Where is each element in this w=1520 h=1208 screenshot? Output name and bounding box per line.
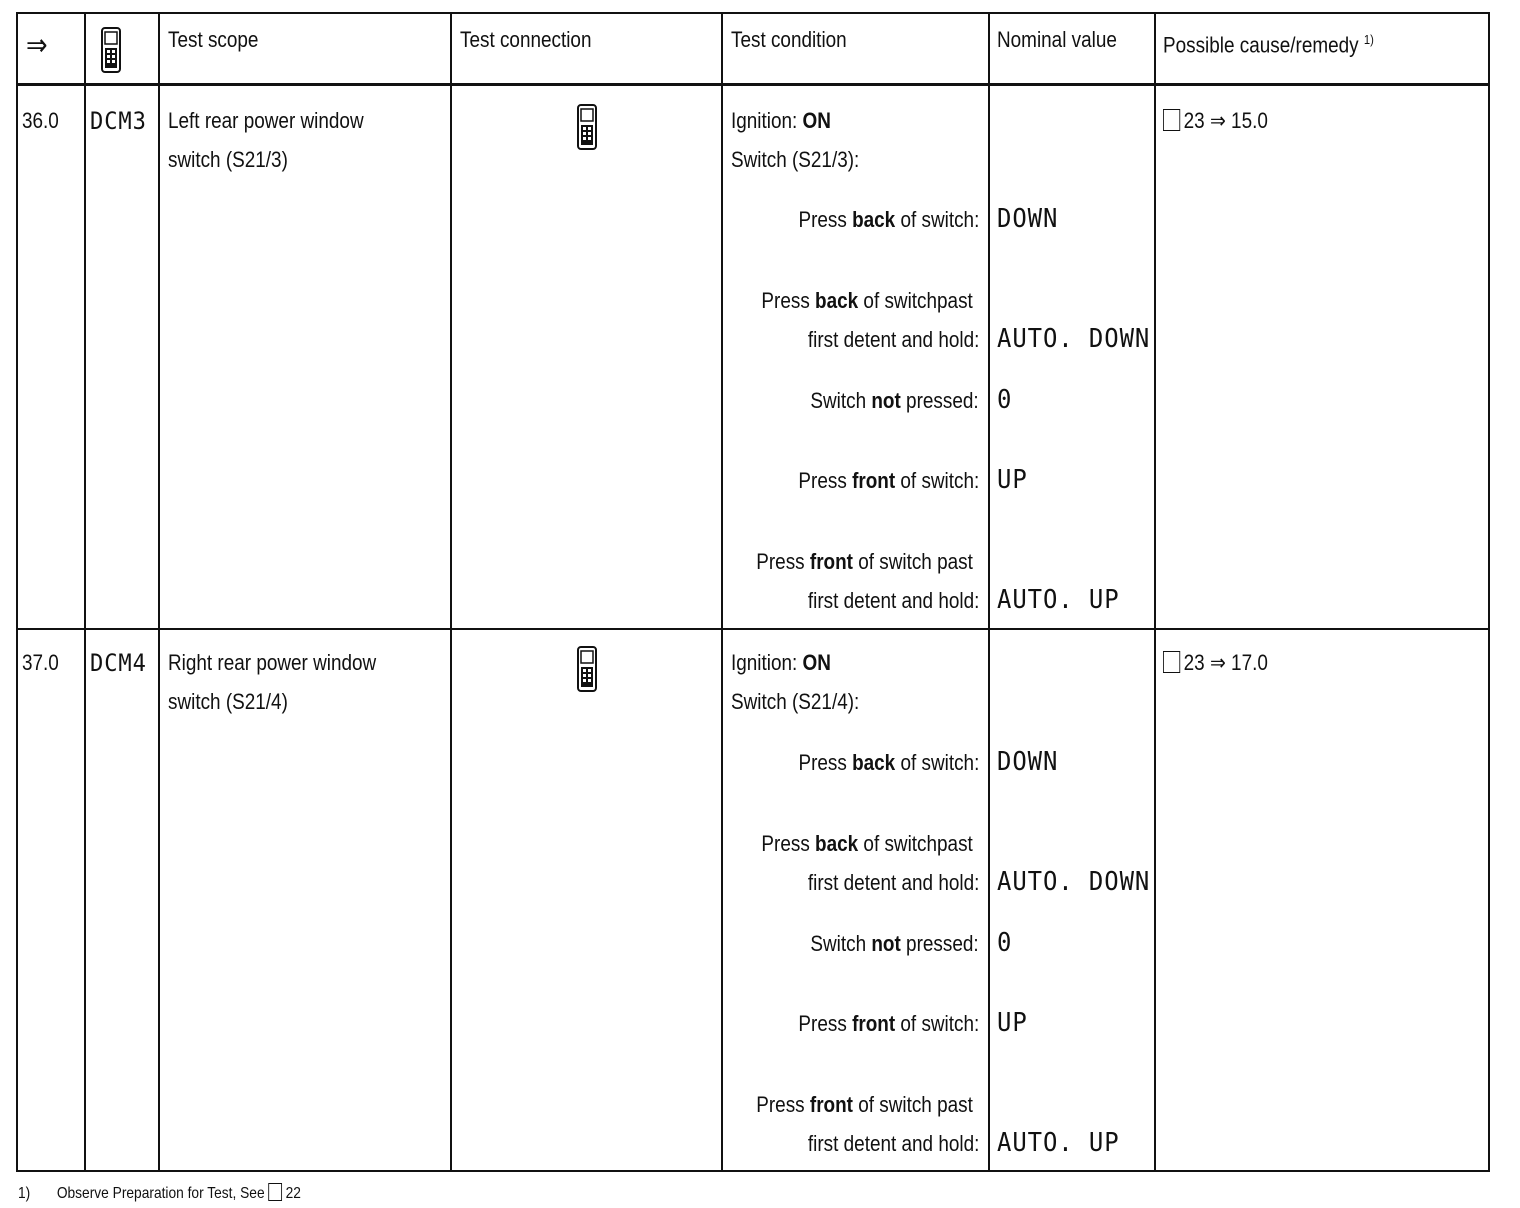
table-bottom-border bbox=[16, 1170, 1490, 1172]
ignition-condition bbox=[731, 109, 831, 133]
condition-detent-hold: first detent and hold: bbox=[807, 870, 979, 895]
book-reference-icon bbox=[1163, 109, 1180, 131]
tester-device-icon bbox=[100, 26, 122, 74]
header-test-connection: Test connection bbox=[460, 27, 592, 52]
step-number: 37.0 bbox=[22, 650, 59, 675]
nominal-value-display: DOWN bbox=[997, 204, 1059, 234]
nominal-value-display: AUTO. DOWN bbox=[997, 867, 1151, 897]
nominal-value-display: UP bbox=[997, 465, 1028, 495]
test-code: DCM4 bbox=[90, 649, 147, 677]
footnote-marker: 1) bbox=[18, 1185, 31, 1202]
condition-press-front-past-detent bbox=[756, 550, 973, 574]
condition-text: of switch: bbox=[894, 468, 979, 493]
condition-text: of switch past bbox=[853, 549, 973, 574]
condition-emphasis: back bbox=[815, 831, 859, 856]
condition-not-pressed bbox=[811, 932, 979, 956]
condition-press-back-past-detent bbox=[762, 832, 973, 856]
condition-emphasis: front bbox=[851, 1011, 895, 1036]
condition-emphasis: back bbox=[815, 288, 859, 313]
nominal-value-display: 0 bbox=[997, 385, 1013, 415]
nominal-value-display: AUTO. DOWN bbox=[997, 324, 1151, 354]
condition-press-front bbox=[798, 1012, 979, 1036]
step-number: 36.0 bbox=[22, 108, 59, 133]
column-divider bbox=[84, 12, 86, 1172]
condition-text: Press bbox=[798, 468, 852, 493]
row-divider bbox=[16, 628, 1490, 630]
condition-text: of switch past bbox=[853, 1092, 973, 1117]
header-nominal-value: Nominal value bbox=[997, 27, 1117, 52]
condition-press-back-past-detent bbox=[762, 289, 973, 313]
header-arrow: ⇒ bbox=[26, 29, 48, 62]
header-possible-cause-label: Possible cause/remedy bbox=[1163, 32, 1359, 58]
condition-press-back bbox=[798, 208, 979, 232]
condition-emphasis: back bbox=[851, 750, 895, 775]
remedy-reference bbox=[1163, 109, 1268, 133]
condition-emphasis: not bbox=[871, 388, 902, 413]
condition-detent-hold: first detent and hold: bbox=[807, 327, 979, 352]
condition-text: Switch bbox=[810, 931, 872, 956]
column-divider bbox=[988, 12, 990, 1172]
condition-text: Press bbox=[761, 831, 816, 856]
header-possible-cause bbox=[1163, 28, 1374, 57]
nominal-value-display: 0 bbox=[997, 928, 1013, 958]
header-test-condition: Test condition bbox=[731, 27, 847, 52]
ignition-label: Ignition: bbox=[731, 108, 803, 133]
condition-emphasis: front bbox=[810, 549, 854, 574]
condition-text: Press bbox=[761, 288, 816, 313]
condition-text: pressed: bbox=[901, 931, 979, 956]
column-divider bbox=[1154, 12, 1156, 1172]
ignition-label: Ignition: bbox=[731, 650, 803, 675]
condition-emphasis: not bbox=[871, 931, 902, 956]
switch-label: Switch (S21/3): bbox=[731, 147, 860, 172]
condition-text: of switchpast bbox=[858, 831, 973, 856]
condition-text: Press bbox=[756, 549, 811, 574]
table-right-border bbox=[1488, 12, 1490, 1172]
test-scope-line: Right rear power window bbox=[168, 650, 377, 675]
condition-press-back bbox=[798, 751, 979, 775]
condition-press-front bbox=[798, 469, 979, 493]
remedy-reference bbox=[1163, 651, 1268, 675]
nominal-value-display: AUTO. UP bbox=[997, 585, 1120, 615]
header-bottom-border bbox=[16, 83, 1490, 86]
nominal-value-display: UP bbox=[997, 1008, 1028, 1038]
condition-text: of switch: bbox=[894, 750, 979, 775]
test-scope-line: Left rear power window bbox=[168, 108, 364, 133]
header-footnote-ref: 1) bbox=[1363, 32, 1374, 47]
table-left-border bbox=[16, 12, 18, 1172]
tester-device-icon bbox=[576, 103, 598, 151]
condition-detent-hold: first detent and hold: bbox=[807, 1131, 979, 1156]
book-reference-icon bbox=[268, 1183, 282, 1201]
test-scope-line: switch (S21/3) bbox=[168, 147, 288, 172]
book-reference-icon bbox=[1163, 651, 1180, 673]
ignition-state: ON bbox=[802, 108, 831, 133]
condition-detent-hold: first detent and hold: bbox=[807, 588, 979, 613]
condition-text: Press bbox=[756, 1092, 811, 1117]
column-divider bbox=[158, 12, 160, 1172]
condition-text: of switch: bbox=[894, 1011, 979, 1036]
condition-text: Switch bbox=[810, 388, 872, 413]
test-code: DCM3 bbox=[90, 107, 147, 135]
test-scope-line: switch (S21/4) bbox=[168, 689, 288, 714]
condition-text: of switch: bbox=[894, 207, 979, 232]
condition-text: pressed: bbox=[901, 388, 979, 413]
condition-not-pressed bbox=[811, 389, 979, 413]
condition-press-front-past-detent bbox=[756, 1093, 973, 1117]
condition-emphasis: front bbox=[810, 1092, 854, 1117]
switch-label: Switch (S21/4): bbox=[731, 689, 860, 714]
tester-device-icon bbox=[576, 645, 598, 693]
nominal-value-display: DOWN bbox=[997, 747, 1059, 777]
condition-text: Press bbox=[798, 207, 852, 232]
remedy-text: 23 ⇒ 15.0 bbox=[1183, 108, 1268, 133]
footnote bbox=[18, 1183, 301, 1203]
condition-text: of switchpast bbox=[858, 288, 973, 313]
remedy-text: 23 ⇒ 17.0 bbox=[1183, 650, 1268, 675]
condition-emphasis: back bbox=[851, 207, 895, 232]
ignition-condition bbox=[731, 651, 831, 675]
footnote-text: Observe Preparation for Test, See bbox=[56, 1185, 265, 1202]
ignition-state: ON bbox=[802, 650, 831, 675]
header-test-scope: Test scope bbox=[168, 27, 259, 52]
table-top-border bbox=[16, 12, 1490, 14]
column-divider bbox=[450, 12, 452, 1172]
condition-emphasis: front bbox=[851, 468, 895, 493]
condition-text: Press bbox=[798, 750, 852, 775]
footnote-ref: 22 bbox=[285, 1185, 301, 1202]
column-divider bbox=[721, 12, 723, 1172]
condition-text: Press bbox=[798, 1011, 852, 1036]
nominal-value-display: AUTO. UP bbox=[997, 1128, 1120, 1158]
